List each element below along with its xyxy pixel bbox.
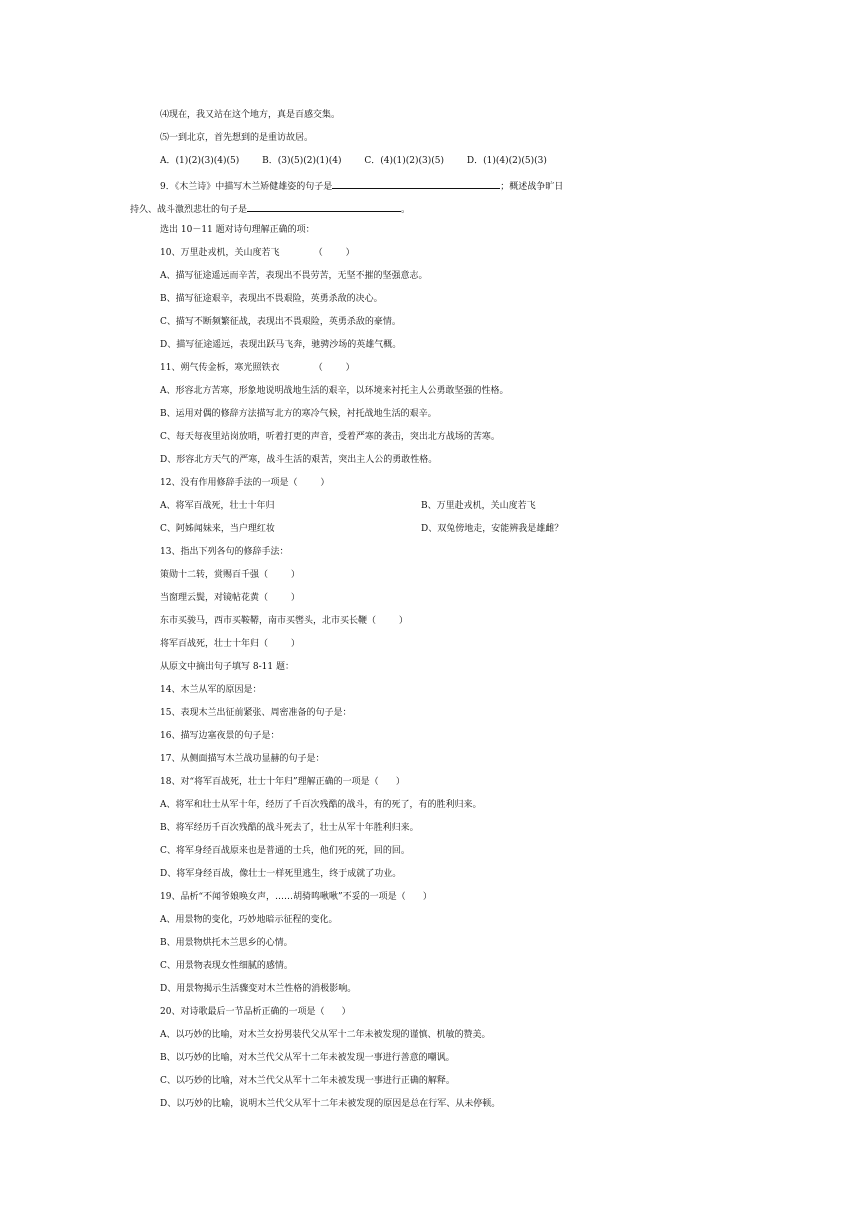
question-14: 14、木兰从军的原因是： <box>160 685 262 695</box>
question-13-item-4: 将军百战死，壮士十年归（ ） <box>160 639 300 649</box>
question-13: 13、指出下列各句的修辞手法： <box>160 547 289 557</box>
question-19-option-b: B、用景物烘托木兰思乡的心情。 <box>160 938 293 948</box>
question-18-option-a: A、将军和壮士从军十年，经历了千百次残酷的战斗，有的死了，有的胜利归来。 <box>160 800 482 810</box>
question-10-option-d: D、描写征途遥远，表现出跃马飞奔，驰骋沙场的英雄气概。 <box>160 340 402 350</box>
question-18: 18、对“将军百战死，壮士十年归”理解正确的一项是（ ） <box>160 777 405 787</box>
question-19-option-a: A、用景物的变化，巧妙地暗示征程的变化。 <box>160 915 338 925</box>
question-19-option-c: C、用景物表现女性细腻的感情。 <box>160 961 293 971</box>
question-20-option-c: C、以巧妙的比喻，对木兰代父从军十二年未被发现一事进行正确的解释。 <box>160 1076 455 1086</box>
answer-blank[interactable] <box>247 198 401 212</box>
question-18-option-d: D、将军身经百战，像壮士一样死里逃生，终于成就了功业。 <box>160 869 402 879</box>
question-20-option-d: D、以巧妙的比喻，说明木兰代父从军十二年未被发现的原因是总在行军、从未停顿。 <box>160 1099 501 1109</box>
question-19: 19、品析“不闻爷娘唤女声，……胡骑鸣啾啾”不妥的一项是（ ） <box>160 892 432 902</box>
question-18-option-b: B、将军经历千百次残酷的战斗死去了，壮士从军十年胜利归来。 <box>160 823 419 833</box>
question-19-option-d: D、用景物揭示生活骤变对木兰性格的消极影响。 <box>160 984 357 994</box>
option-line-4: ⑷现在，我又站在这个地方，真是百感交集。 <box>160 110 341 120</box>
question-12-options-ab: A、将军百战死，壮士十年归 B、万里赴戎机，关山度若飞 <box>160 501 536 511</box>
question-13-item-1: 策勋十二转，赏赐百千强（ ） <box>160 570 300 580</box>
answer-choices: A．(1)(2)(3)(4)(5) B．(3)(5)(2)(1)(4) C．(4)(1)(2)(3)(5) D．(1)(4)(2)(5)(3) <box>160 156 547 166</box>
question-10-option-c: C、描写不断频繁征战，表现出不畏艰险，英勇杀敌的豪情。 <box>160 317 401 327</box>
answer-blank[interactable] <box>332 175 500 189</box>
option-line-5: ⑸一到北京，首先想到的是重访故居。 <box>160 133 314 143</box>
question-11-option-a: A、形容北方苦寒，形象地说明战地生活的艰辛，以环境来衬托主人公勇敢坚强的性格。 <box>160 386 509 396</box>
question-9-line-1: 9．《木兰诗》中描写木兰矫健雄姿的句子是 ；概述战争旷日 <box>0 175 860 193</box>
question-15: 15、表现木兰出征前紧张、周密准备的句子是： <box>160 708 352 718</box>
question-9-line-2: 持久、战斗激烈悲壮的句子是 。 <box>0 198 860 216</box>
section-instruction: 从原文中摘出句子填写 8-11 题： <box>160 662 294 672</box>
question-11-option-d: D、形容北方天气的严寒，战斗生活的艰苦，突出主人公的勇敢性格。 <box>160 455 438 465</box>
question-10-option-a: A、描写征途遥远而辛苦，表现出不畏劳苦，无坚不摧的坚强意志。 <box>160 271 428 281</box>
question-16: 16、描写边塞夜景的句子是： <box>160 731 280 741</box>
question-20-option-b: B、以巧妙的比喻，对木兰代父从军十二年未被发现一事进行善意的嘲讽。 <box>160 1053 455 1063</box>
section-instruction: 选出 10－11 题对诗句理解正确的项： <box>160 225 315 235</box>
question-11: 11、朔气传金柝，寒光照铁衣 （ ） <box>160 363 355 373</box>
question-10-option-b: B、描写征途艰辛，表现出不畏艰险，英勇杀敌的决心。 <box>160 294 383 304</box>
question-12-options-cd: C、阿姊闻妹来，当户理红妆 D、双兔傍地走，安能辨我是雄雌？ <box>160 524 564 534</box>
question-11-option-b: B、运用对偶的修辞方法描写北方的寒冷气候，衬托战地生活的艰辛。 <box>160 409 437 419</box>
question-13-item-2: 当窗理云鬓，对镜帖花黄（ ） <box>160 593 300 603</box>
question-10: 10、万里赴戎机，关山度若飞 （ ） <box>160 248 355 258</box>
question-18-option-c: C、将军身经百战原来也是普通的士兵，他们死的死，回的回。 <box>160 846 410 856</box>
question-17: 17、从侧面描写木兰战功显赫的句子是： <box>160 754 325 764</box>
question-20-option-a: A、以巧妙的比喻，对木兰女扮男装代父从军十二年未被发现的谨慎、机敏的赞美。 <box>160 1030 491 1040</box>
question-12: 12、没有作用修辞手法的一项是（ ） <box>160 478 330 488</box>
question-13-item-3: 东市买骏马，西市买鞍鞯，南市买辔头，北市买长鞭（ ） <box>160 616 408 626</box>
question-20: 20、对诗歌最后一节品析正确的一项是（ ） <box>160 1007 351 1017</box>
question-11-option-c: C、每天每夜里站岗放哨，听着打更的声音，受着严寒的袭击，突出北方战场的苦寒。 <box>160 432 500 442</box>
